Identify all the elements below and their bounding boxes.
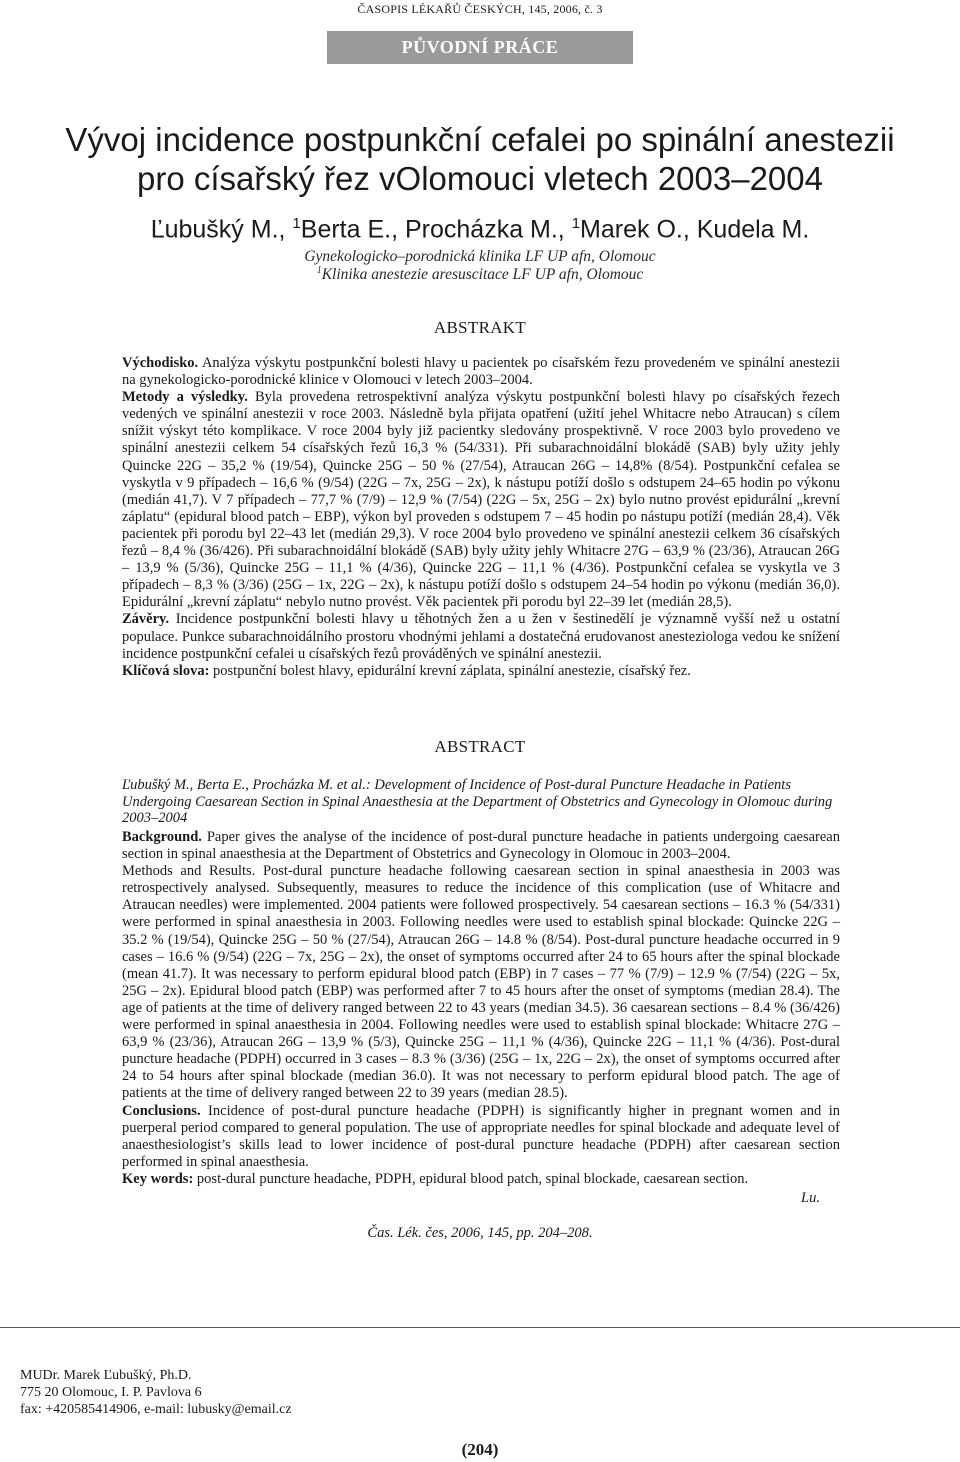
- abstract-keywords-text: post-dural puncture headache, PDPH, epidural blood patch, spinal blockade, caesarean section.: [193, 1170, 749, 1187]
- author-group-2: Berta E., Procházka M.,: [300, 215, 572, 244]
- abstract-conclusions-label: Conclusions.: [122, 1102, 201, 1119]
- citation-reference: Čas. Lék. čes, 2006, 145, pp. 204–208.: [367, 1225, 593, 1241]
- abstract-background-label: Background.: [122, 829, 202, 845]
- abstrakt-background: [122, 355, 840, 389]
- abstrakt-keywords-text: postpunční bolest hlavy, epidurální krevní záplata, spinální anestezie, císařský řez.: [209, 662, 691, 679]
- abstract-body: [122, 829, 840, 1188]
- abstrakt-background-label: Východisko.: [122, 355, 199, 371]
- affiliation-2: [0, 265, 960, 284]
- article-title-line-1: Vývoj incidence postpunkční cefalei po spinální anestezii: [65, 121, 895, 158]
- abstrakt-conclusions-text: Incidence postpunkční bolesti hlavy u těhotných žen a u žen v šestinedělí je významně vyšší než u ostatní populace. Punkce subarachnoidálního prostoru vhodnými jehlami a dostatečná erudovanost anesteziologa vedou ke snížení incidence postpunkční cefalei u císařských řezů prováděných ve spinální anestezii.: [122, 611, 840, 662]
- author-list: [0, 215, 960, 244]
- abstrakt-background-text: Analýza výskytu postpunkční bolesti hlavy u pacientek po císařském řezu provedeném ve spinální anestezii na gynekologicko-porodnické klinice v Olomouci v letech 2003–2004.: [122, 355, 840, 389]
- abstract-conclusions: [122, 1103, 840, 1171]
- abstrakt-conclusions: [122, 611, 840, 662]
- footer-divider: [0, 1327, 960, 1328]
- author-group-1: Ľubušký M.,: [150, 215, 293, 244]
- abstrakt-keywords: [122, 663, 840, 680]
- abstract-background: [122, 829, 840, 863]
- abstrakt-body: [122, 355, 840, 680]
- abstract-methods: Methods and Results. Post-dural puncture headache following caesarean section in spinal anaesthesia in 2003 was retrospectively analysed. Subsequently, measures to reduce the incidence of this complication (use of Whitacre and Atraucan needles) were implemented. 2004 patients were followed prospectively. 54 caesarean sections – 16.3 % (54/331) were performed in spinal anaesthesia in 2003. Following needles were used to establish spinal blockade: Quincke 22G – 35.2 % (19/54), Quincke 25G – 50 % (27/54), Atraucan 26G – 14.8 % (8/54). Post-dural puncture headache occurred in 9 cases – 16.6 % (9/54) (22G – 7x, 25G – 2x), the onset of symptoms occurred after 24 to 65 hours after the spinal blockade (mean 41.7). It was necessary to perform epidural blood patch (EBP) in 7 cases – 77 % (7/9) – 12.9 % (7/54) (22G – 5x, 25G – 2x). Epidural blood patch (EBP) was performed after 7 to 45 hours after the onset of symptoms (median 28.4). The age of patients at the time of delivery ranged between 22 to 43 years (median 34.5). 36 caesarean sections – 8.4 % (36/426) were performed in spinal anaesthesia in 2004. Following needles were used to establish spinal blockade: Whitacre 27G – 63,9 % (23/36), Atraucan 26G – 13,9 % (5/3), Quincke 25G – 11,1 % (4/36), Quincke 22G – 11,1 % (4/36). Post-dural puncture headache (PDPH) occurred in 3 cases – 8.3 % (3/36) (25G – 1x, 22G – 2x), the onset of symptoms occurred after 24 to 54 hours after spinal blockade (median 36.0). It was not necessary to perform epidural blood patch. The age of patients at the time of delivery ranged between 22 to 39 years (median 28.5).: [122, 863, 840, 1102]
- abstrakt-methods: [122, 389, 840, 611]
- abstrakt-conclusions-label: Závěry.: [122, 611, 170, 628]
- article-title-line-2: pro císařský řez vOlomouci vletech 2003–2004: [136, 160, 823, 197]
- editor-signature: Lu.: [801, 1190, 820, 1206]
- abstrakt-keywords-label: Klíčová slova:: [122, 662, 210, 679]
- abstrakt-methods-label: Metody a výsledky.: [122, 389, 248, 406]
- journal-header: ČASOPIS LÉKAŘŮ ČESKÝCH, 145, 2006, č. 3: [357, 2, 603, 16]
- page-number: (204): [461, 1440, 499, 1459]
- abstract-keywords: [122, 1171, 840, 1188]
- author-group-3: Marek O., Kudela M.: [580, 215, 810, 244]
- abstract-background-text: Paper gives the analyse of the incidence of post-dural puncture headache in patients undergoing caesarean section in spinal anaesthesia at the Department of Obstetrics and Gynecology in Olomouc in 2003–2004.: [122, 829, 840, 863]
- correspondence-address: 775 20 Olomouc, I. P. Pavlova 6: [20, 1385, 202, 1400]
- correspondence-contact: fax: +420585414906, e-mail: lubusky@email.cz: [20, 1402, 292, 1417]
- affiliation-marker: 1: [316, 265, 322, 276]
- abstrakt-heading: ABSTRAKT: [433, 318, 527, 337]
- abstrakt-methods-text: Byla provedena retrospektivní analýza výskytu postpunkční bolesti hlavy po císařských řezech vedených ve spinální anestezii v roce 2003. Následně byla přijata opatření (užití jehel Whitacre nebo Atraucan) s cílem snížit výskyt této komplikace. V roce 2004 byly již pacientky sledovány prospektivně. V roce 2003 bylo provedeno ve spinální anestezii celkem 54 císařských řezů 16,3 % (54/331). Při subarachnoidální blokádě (SAB) byly užity jehly Quincke 22G – 35,2 % (19/54), Quincke 25G – 50 % (27/54), Atraucan 26G – 14,8% (8/54). Postpunkční cefalea se vyskytla v 9 případech – 16,6 % (9/54) (22G – 7x, 25G – 2x), k nástupu potíží došlo s odstupem 24–65 hodin po výkonu (medián 41,7). V 7 případech – 77,7 % (7/9) – 12,9 % (7/54) (22G – 5x, 25G – 2x) bylo nutno provést epidurální „krevní záplatu“ (epidural blood patch – EBP), výkon byl proveden s odstupem 7 – 45 hodin po nástupu potíží (medián 28,4). Věk pacientek při porodu byl 22–43 let (medián 29,3). V roce 2004 bylo provedeno ve spinální anestezii celkem 36 císařských řezů – 8,4 % (36/426). Při subarachnoidální blokádě (SAB) byly užity jehly Whitacre 27G – 63,9 % (23/36), Atraucan 26G – 13,9 % (5/36), Quincke 25G – 11,1 % (4/36), Quincke 22G – 11,1 % (4/36). Postpunkční cefalea se vyskytla ve 3 případech – 8,3 % (3/36) (25G – 1x, 22G – 2x), k nástupu potíží došlo s odstupem 24–54 hodin po výkonu (medián 36,0). Epidurální „krevní záplatu“ nebylo nutno provést. Věk pacientek při porodu byl 22–39 let (medián 28,5).: [122, 389, 840, 611]
- affiliation-marker: 1: [571, 215, 581, 232]
- abstract-keywords-label: Key words:: [122, 1170, 194, 1187]
- section-banner: PŮVODNÍ PRÁCE: [327, 31, 633, 64]
- affiliation-2-text: Klinika anestezie aresuscitace LF UP afn, Olomouc: [321, 266, 644, 284]
- affiliation-marker: 1: [292, 215, 301, 232]
- correspondence-name: MUDr. Marek Ľubušký, Ph.D.: [20, 1368, 192, 1383]
- affiliation-1: Gynekologicko–porodnická klinika LF UP afn, Olomouc: [304, 248, 656, 265]
- abstract-heading: ABSTRACT: [434, 737, 526, 756]
- abstract-conclusions-text: Incidence of post-dural puncture headache (PDPH) is significantly higher in pregnant women and in puerperal period compared to general population. The use of appropriate needles for spinal blockade and adequate level of anaesthesiologist’s skills lead to lower incidence of post-dural puncture headache (PDPH) after caesarean section performed in spinal anaesthesia.: [122, 1102, 840, 1170]
- abstract-citation: Ľubušký M., Berta E., Procházka M. et al.: Development of Incidence of Post-dural Puncture Headache in Patients Undergoing Caesarean Section in Spinal Anaesthesia at the Department of Obstetrics and Gynecology in Olomouc during 2003–2004: [122, 777, 833, 826]
